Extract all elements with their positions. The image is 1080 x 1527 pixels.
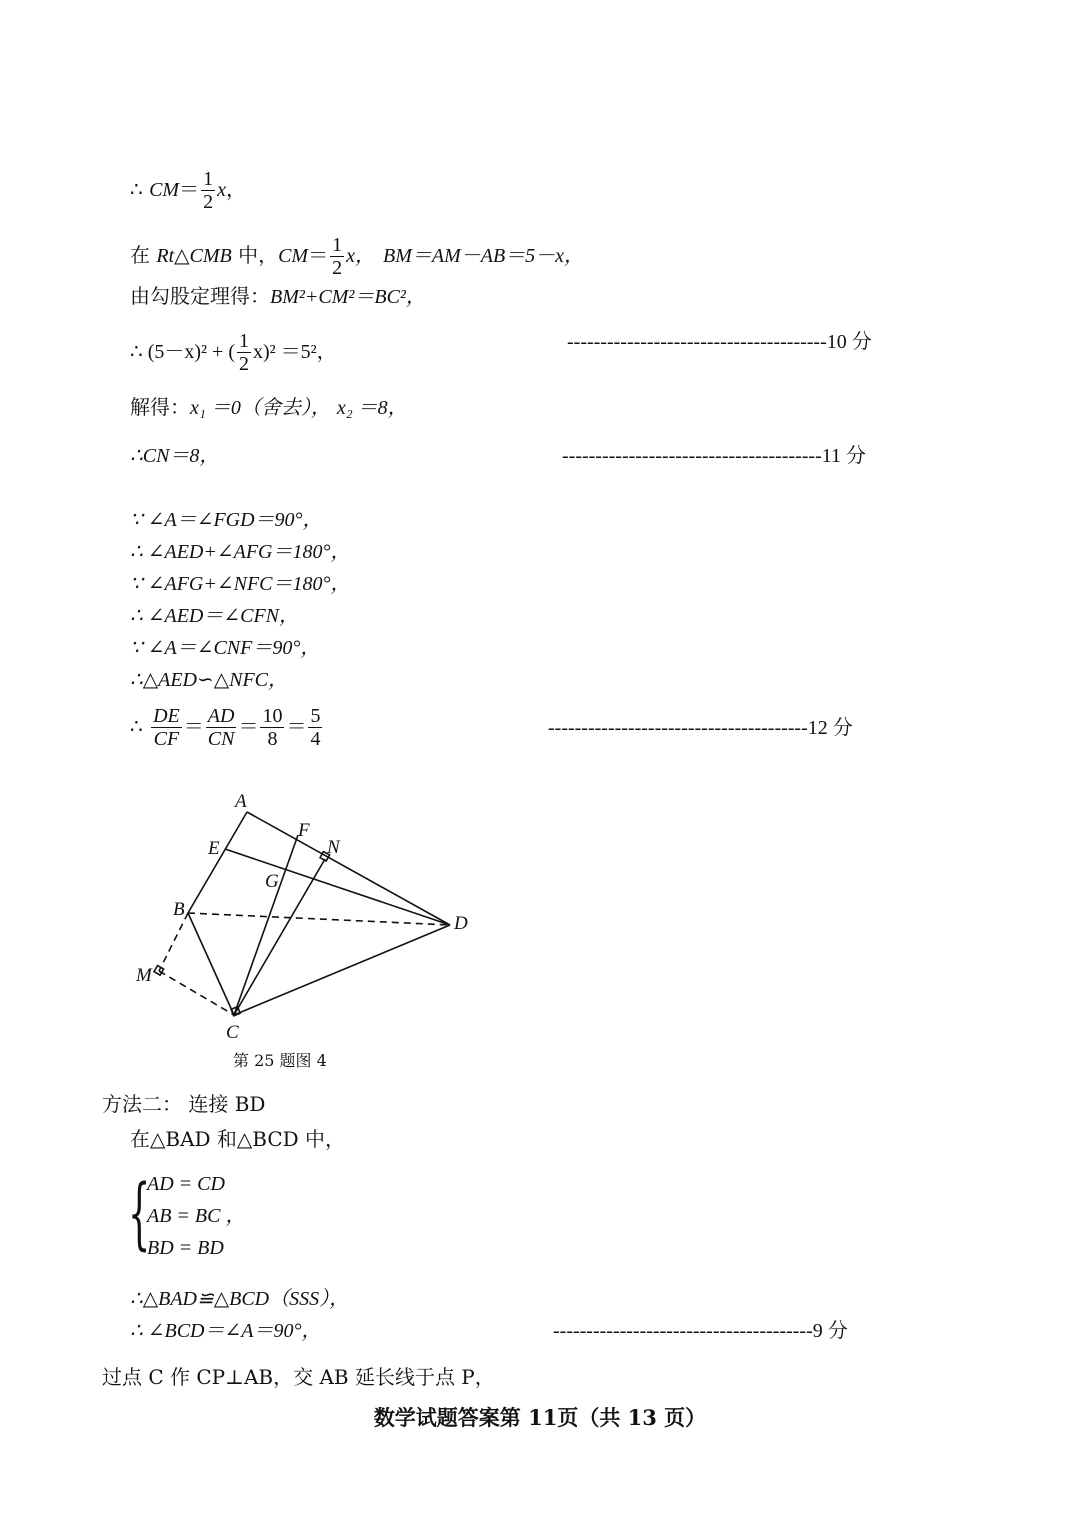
equation-part: x)² ＝5²， [252,341,337,363]
score-11: ---------------------------------------11 分 [562,445,867,467]
equals: ＝ [308,243,329,267]
left-brace: { [128,1169,151,1259]
fraction-half [237,330,251,375]
line-pythagoras [130,284,426,309]
system-eq-2: AB = BC ， [147,1205,246,1227]
frac-num: 1 [238,330,249,352]
label-f: F [298,820,310,841]
equals: ＝ [183,714,204,738]
segment-mc-dashed [159,971,234,1015]
comma: ， [225,177,246,201]
label-n: N [327,837,340,858]
label-d: D [454,913,468,934]
method-two-congruent: ∴△BAD≌△BCD（SSS）， [130,1288,350,1310]
segment-ad [247,812,450,925]
frac-num: 1 [332,234,343,256]
method-two-title: 方法二： 连接 BD [102,1092,266,1116]
segment-nc [234,859,325,1015]
frac-den: CN [207,728,235,750]
solution-2: x₂ ＝8， [336,397,408,419]
frac-num: 5 [310,705,321,727]
method-two-perpendicular: 过点 C 作 CP⊥AB，交 AB 延长线于点 P， [102,1365,495,1389]
line-angle-4: ∴ ∠AED＝∠CFN， [130,605,300,627]
fraction-half [330,234,344,279]
score-12: ---------------------------------------12 分 [548,717,853,739]
fraction-de-cf [151,705,182,750]
line-equation [130,330,337,375]
method-two-angle: ∴ ∠BCD＝∠A＝90°， [130,1320,322,1342]
line-angle-2: ∴ ∠AED+∠AFG＝180°， [130,541,351,563]
text: 在 [130,243,157,267]
frac-den: 2 [203,191,214,213]
line-cm-equals [130,168,246,213]
var-x: x， [346,245,375,267]
fraction-half [201,168,215,213]
equals: ＝ [179,177,200,201]
system-eq-3: BD = BD [147,1237,224,1259]
label-c: C [226,1022,239,1043]
score-9: ---------------------------------------9 分 [553,1320,848,1342]
score-10: ---------------------------------------10 分 [567,331,872,353]
label-g: G [265,871,279,892]
frac-num: AD [207,705,235,727]
segment-ab [188,812,247,913]
line-rt-cmb [130,234,584,279]
equals: ＝ [238,714,259,738]
frac-den: 2 [238,353,249,375]
therefore-sign: ∴ [130,714,150,738]
fraction-ad-cn [206,705,237,750]
frac-den: 2 [332,257,343,279]
line-angle-5: ∵ ∠A＝∠CNF＝90°， [130,637,321,659]
label-b: B [173,899,185,920]
line-cn: ∴CN＝8， [130,445,220,467]
frac-num: DE [153,705,180,727]
segment-ed [225,849,450,925]
var-x: x [217,179,226,201]
text: 解得： [130,395,190,419]
bm-expression: BM＝AM－AB＝5－x， [382,245,585,267]
segment-cd [234,925,450,1015]
equals: ＝ [286,714,307,738]
page-footer: 数学试题答案第 11页（共 13 页） [373,1405,707,1430]
fraction-5-4 [308,705,322,750]
frac-num: 10 [262,705,283,727]
frac-den: CF [153,728,180,750]
segment-bd-dashed [188,913,450,925]
figure-caption: 第 25 题图 4 [233,1051,327,1070]
fraction-10-8 [260,705,284,750]
method-two-line-1: 在△BAD 和△BCD 中， [130,1127,346,1151]
therefore-sign: ∴ [130,177,150,201]
segment-fc [234,835,298,1015]
var-cm: CM [278,245,309,267]
frac-den: 8 [267,728,278,750]
line-angle-1: ∵ ∠A＝∠FGD＝90°， [130,509,323,531]
line-solve [130,395,408,420]
equation-part: ∴ (5－x)² + ( [130,341,235,363]
label-a: A [235,791,247,812]
frac-den: 4 [310,728,321,750]
system-eq-1: AD = CD [147,1173,225,1195]
triangle-name: Rt△CMB [156,245,232,267]
line-similar: ∴△AED∽△NFC， [130,669,289,691]
var-cm: CM [149,179,180,201]
text: 中， [231,243,279,267]
segment-bm-dashed [159,913,188,971]
frac-num: 1 [203,168,214,190]
solution-1: x₁ ＝0（舍去）， [190,397,331,419]
line-angle-3: ∵ ∠AFG+∠NFC＝180°， [130,573,351,595]
line-ratio [130,705,324,750]
segment-bc [188,913,234,1015]
geometry-figure [120,785,480,1045]
equation: BM²+CM²＝BC²， [270,286,426,308]
text: 由勾股定理得： [130,284,270,308]
label-e: E [208,838,220,859]
label-m: M [136,965,152,986]
